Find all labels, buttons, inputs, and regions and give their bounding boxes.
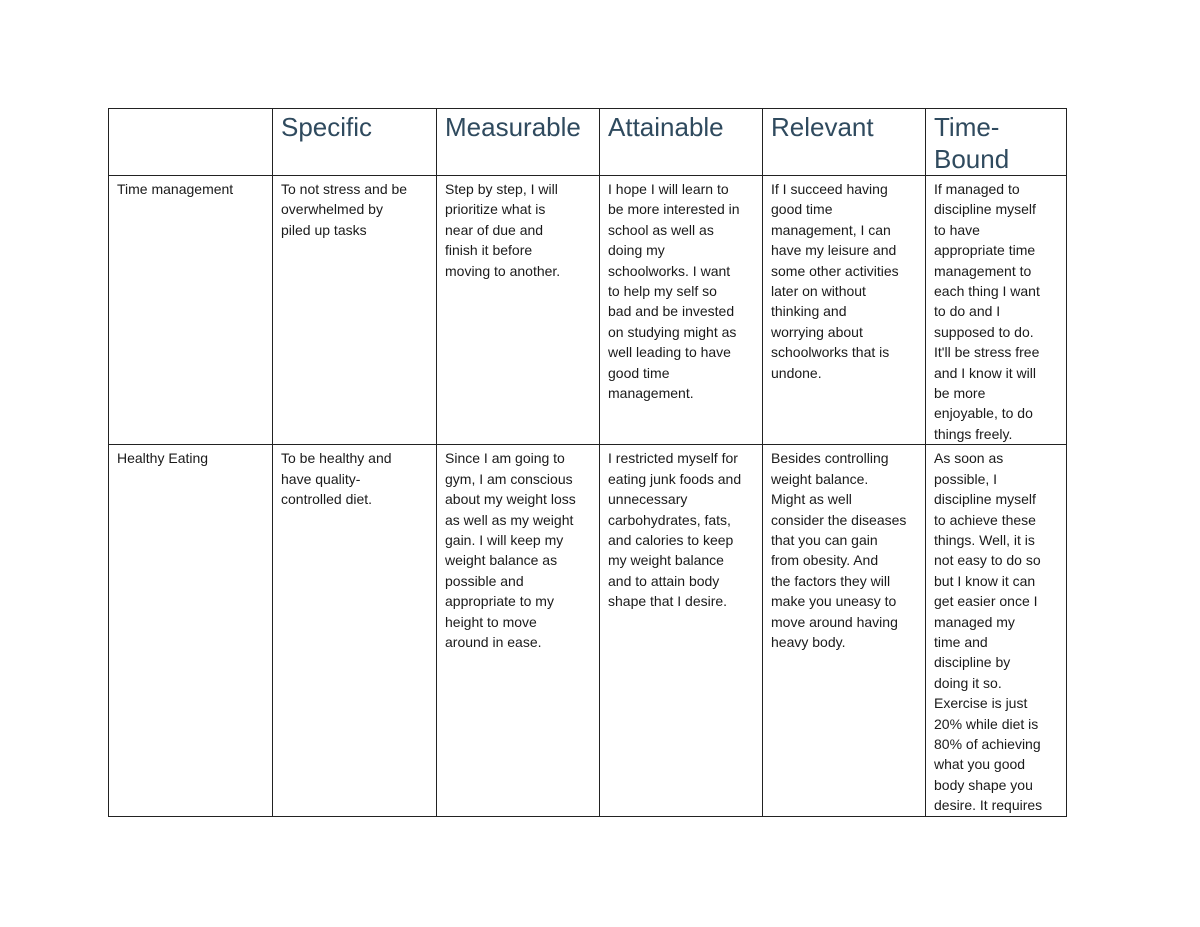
row-label-cell bbox=[109, 176, 273, 445]
table-row bbox=[109, 176, 1067, 445]
header-corner-cell bbox=[109, 109, 273, 176]
time-bound-text: If managed to discipline myself to have appropriate time management to each thing I want to do and I supposed to do. It'll be stress free and I know it will be more enjoyable, to do things freely. bbox=[934, 181, 1040, 442]
header-relevant: Relevant bbox=[763, 109, 926, 176]
measurable-cell bbox=[437, 176, 600, 445]
header-row bbox=[109, 109, 1067, 176]
measurable-cell bbox=[437, 445, 600, 816]
measurable-text: Since I am going to gym, I am conscious about my weight loss as well as my weight gain. I will keep my weight balance as possible and appropriate to my height to move around in ease. bbox=[445, 450, 576, 650]
relevant-cell bbox=[763, 445, 926, 816]
attainable-text: I restricted myself for eating junk foods and unnecessary carbohydrates, fats, and calories to keep my weight balance and to attain body shape that I desire. bbox=[608, 450, 742, 610]
relevant-text: Besides controlling weight balance. Might as well consider the diseases that you can gain from obesity. And the factors they will make you uneasy to move around having heavy body. bbox=[771, 450, 907, 650]
smart-goals-table bbox=[108, 108, 1067, 817]
table-row bbox=[109, 445, 1067, 816]
header-attainable: Attainable bbox=[600, 109, 763, 176]
time-bound-cell bbox=[926, 176, 1067, 445]
header-measurable: Measurable bbox=[437, 109, 600, 176]
attainable-text: I hope I will learn to be more interested in school as well as doing my schoolworks. I want to help my self so bad and be invested on studying might as well leading to have good time management. bbox=[608, 181, 740, 402]
attainable-cell bbox=[600, 176, 763, 445]
relevant-cell bbox=[763, 176, 926, 445]
row-label-cell bbox=[109, 445, 273, 816]
specific-cell bbox=[273, 445, 437, 816]
specific-text: To be healthy and have quality- controlled diet. bbox=[281, 450, 392, 508]
specific-text: To not stress and be overwhelmed by piled up tasks bbox=[281, 181, 408, 238]
measurable-text: Step by step, I will prioritize what is near of due and finish it before moving to another. bbox=[445, 181, 561, 279]
row-label: Healthy Eating bbox=[117, 450, 209, 467]
header-specific: Specific bbox=[273, 109, 437, 176]
time-bound-cell bbox=[926, 445, 1067, 816]
header-time-bound: Time- Bound bbox=[926, 109, 1067, 176]
specific-cell bbox=[273, 176, 437, 445]
relevant-text: If I succeed having good time management, I can have my leisure and some other activities later on without thinking and worrying about schoolworks that is undone. bbox=[771, 181, 899, 381]
time-bound-text: As soon as possible, I discipline myself to achieve these things. Well, it is not easy to do so but I know it can get easier once I managed my time and discipline by doing it so. Exercise is just 20% while diet is 80% of achieving what you good body shape you desire. It requires bbox=[934, 450, 1043, 814]
attainable-cell bbox=[600, 445, 763, 816]
row-label: Time management bbox=[117, 181, 234, 197]
